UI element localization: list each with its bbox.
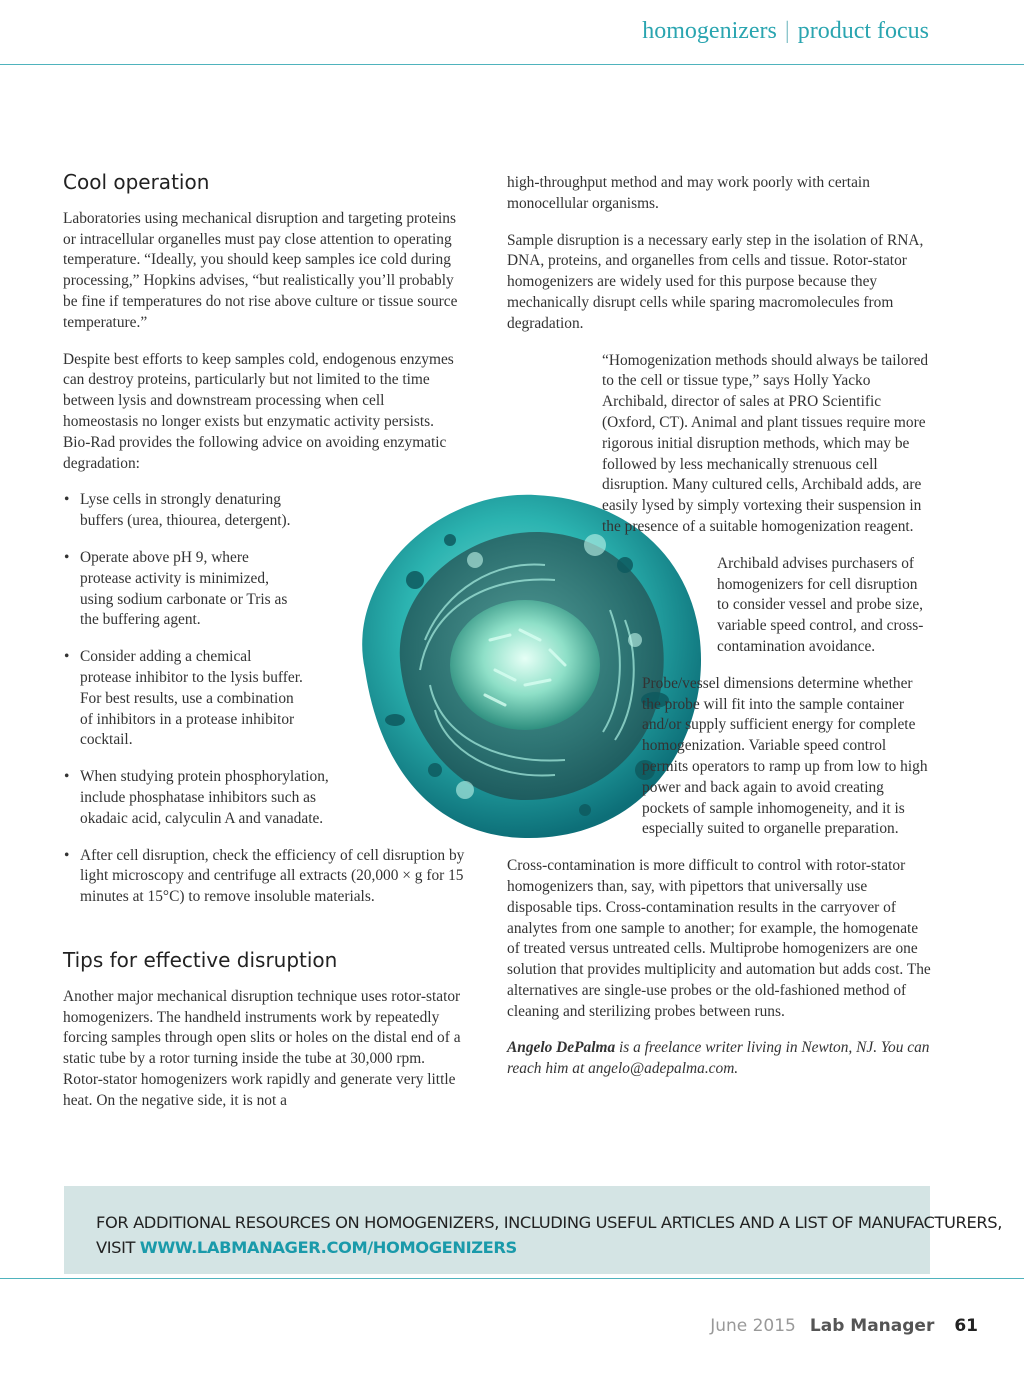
author-byline [507, 1038, 932, 1080]
paragraph: Archibald advises purchasers of homogenizers for cell disruption to consider vessel and probe size, variable speed control, and cross-contamination avoidance. [717, 554, 924, 655]
subsection-label: product focus [797, 18, 929, 44]
page-number: 61 [954, 1316, 978, 1336]
list-item: • Lyse cells in strongly denaturing buffers (urea, thiourea, detergent). [63, 490, 313, 532]
paragraph: Sample disruption is a necessary early step in the isolation of RNA, DNA, proteins, and organelles from cells and tissue. Rotor-stator homogenizers are widely used for this purpose because they mechanically disrupt cells while sparing macromolecules from degradation. [507, 231, 924, 332]
section-header [642, 18, 929, 45]
magazine-name: Lab Manager [809, 1316, 935, 1336]
section-label: homogenizers [642, 18, 777, 44]
paragraph: “Homogenization methods should always be tailored to the cell or tissue type,” says Holly Yacko Archibald, director of sales at PRO Scientific (Oxford, CT). Animal and plant tissues require more rigorous initial disruption methods, which may be followed by less mechanically strenuous cell disruption. Many cultured cells, Archibald adds, are easily lysed by simply vortexing their suspension in the presence of a suitable homogenization reagent. [602, 351, 929, 535]
heading-tips: Tips for effective disruption [63, 947, 338, 972]
paragraph: Despite best efforts to keep samples cold, endogenous enzymes can destroy proteins, particularly but not limited to the time between lysis and downstream processing when cell homeostasis no longer exists but enzymatic activity persists. Bio-Rad provides the following advice on avoiding enzymatic degradation: [63, 350, 454, 472]
labmanager-link[interactable]: WWW.LABMANAGER.COM/HOMOGENIZERS [139, 1238, 517, 1257]
page-footer [710, 1316, 978, 1336]
header-separator: | [784, 18, 790, 44]
author-name: Angelo DePalma [507, 1039, 616, 1057]
right-column [507, 173, 932, 1096]
paragraph: Cross-contamination is more difficult to control with rotor-stator homogenizers than, say, with pipettors that universally use disposable tips. Cross-contamination results in the carryover of analytes from one sample to another; for example, the homogenate of treated versus untreated cells. Multiprobe homogenizers are one solution that provides multiplicity and automation but adds cost. The alternatives are single-use probes or the old-fashioned method of cleaning and sterilizing probes between runs. [507, 857, 931, 1020]
advice-list [63, 490, 463, 908]
paragraph: Probe/vessel dimensions determine whether the probe will fit into the sample container and/or supply sufficient energy for complete homogenization. Variable speed control permits operators to ramp up from low to high power and back again to avoid creating pockets of sample inhomogeneity, and it is especially suited to organelle preparation. [642, 674, 928, 838]
list-item: • Operate above pH 9, where protease activity is minimized, using sodium carbonate or Tris as the buffering agent. [63, 548, 288, 631]
banner-visit-label: VISIT [96, 1238, 140, 1257]
paragraph: Laboratories using mechanical disruption and targeting proteins or intracellular organelles must pay close attention to operating temperature. “Ideally, you should keep samples ice cold during processing,” Hopkins advises, “but realistically you’ll probably be fine if temperatures do not rise above culture or tissue source temperature.” [63, 209, 458, 331]
paragraph: high-throughput method and may work poorly with certain monocellular organisms. [507, 174, 870, 212]
list-item: • After cell disruption, check the efficiency of cell disruption by light microscopy and centrifuge all extracts (20,000 × g for 15 minutes at 15°C) to remove insoluble materials. [63, 846, 481, 908]
paragraph: Another major mechanical disruption technique uses rotor-stator homogenizers. The handheld instruments work by repeatedly forcing samples through open slits or holes on the distal end of a static tube by a rotor turning inside the tube at 30,000 rpm. Rotor-stator homogenizers work rapidly and generate very little heat. On the negative side, it is not a [63, 987, 461, 1109]
list-item: • Consider adding a chemical protease inhibitor to the lysis buffer. For best results, use a combination of inhibitors in a protease inhibitor cocktail. [63, 647, 303, 751]
list-item: • When studying protein phosphorylation, include phosphatase inhibitors such as okadaic acid, calyculin A and vanadate. [63, 767, 363, 829]
issue-date: June 2015 [710, 1316, 796, 1336]
banner-visit-line [96, 1235, 898, 1260]
left-column [63, 172, 463, 1127]
footer-rule [0, 1278, 1024, 1279]
banner-text: FOR ADDITIONAL RESOURCES ON HOMOGENIZERS, INCLUDING USEFUL ARTICLES AND A LIST OF MANUFACTURERS, [96, 1213, 1002, 1232]
heading-cool-operation: Cool operation [63, 170, 210, 194]
header-rule [0, 64, 1024, 65]
author-bio: is a freelance writer living in Newton, NJ. You can reach him at angelo@adepalma.com. [507, 1039, 930, 1078]
resources-banner [64, 1186, 1002, 1274]
